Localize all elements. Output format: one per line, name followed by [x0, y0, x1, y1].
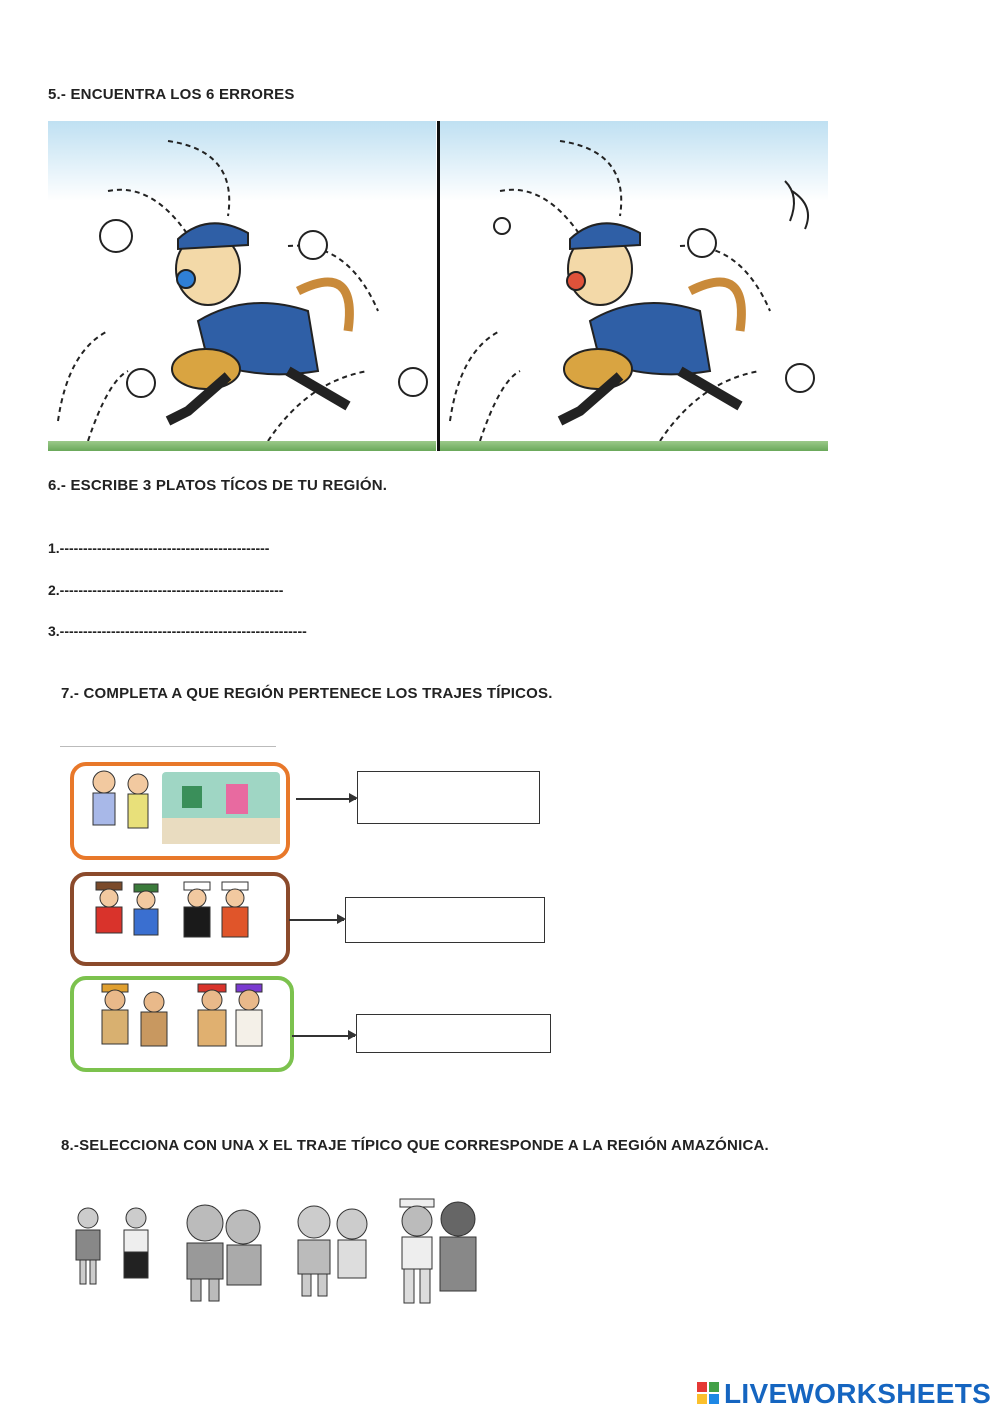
answer-line-3[interactable]: 3.----------------------------------------------------- [48, 623, 307, 639]
tiger-baseball-cartoon-right [440, 121, 828, 451]
question-7-title: 7.- COMPLETA A QUE REGIÓN PERTENECE LOS TRAJES TÍPICOS. [61, 685, 553, 702]
question-6-title: 6.- ESCRIBE 3 PLATOS TÍCOS DE TU REGIÓN. [48, 477, 388, 494]
costume-card-costa [70, 762, 290, 860]
costume-option-1[interactable] [64, 1200, 164, 1295]
cartoon-panel-left [48, 121, 436, 451]
answer-line-1[interactable]: 1.--------------------------------------------- [48, 540, 270, 556]
tiger-baseball-cartoon-left [48, 121, 436, 451]
costume-option-2[interactable] [175, 1195, 271, 1310]
arrow-oriente [292, 1035, 355, 1037]
answer-line-2[interactable]: 2.------------------------------------------------ [48, 582, 284, 598]
costa-costume-illustration [74, 766, 286, 856]
cartoon-panel-right [440, 121, 828, 451]
arrow-sierra [289, 919, 344, 921]
costume-card-sierra [70, 872, 290, 966]
liveworksheets-logo-icon [697, 1382, 719, 1404]
question-8-title: 8.-SELECCIONA CON UNA X EL TRAJE TÍPICO QUE CORRESPONDE A LA REGIÓN AMAZÓNICA. [61, 1137, 769, 1154]
costume-option-3[interactable] [288, 1198, 380, 1303]
costume-card-oriente [70, 976, 294, 1072]
costume-option-4[interactable] [390, 1193, 488, 1313]
question-5-title: 5.- ENCUENTRA LOS 6 ERRORES [48, 86, 295, 103]
divider [60, 746, 276, 747]
amazon-costume-illustration [74, 980, 290, 1068]
answer-box-costa[interactable] [357, 771, 540, 824]
arrow-costa [296, 798, 356, 800]
answer-box-oriente[interactable] [356, 1014, 551, 1053]
sierra-costume-illustration [74, 876, 286, 962]
liveworksheets-logo-text: LIVEWORKSHEETS [724, 1378, 992, 1409]
answer-box-sierra[interactable] [345, 897, 545, 943]
